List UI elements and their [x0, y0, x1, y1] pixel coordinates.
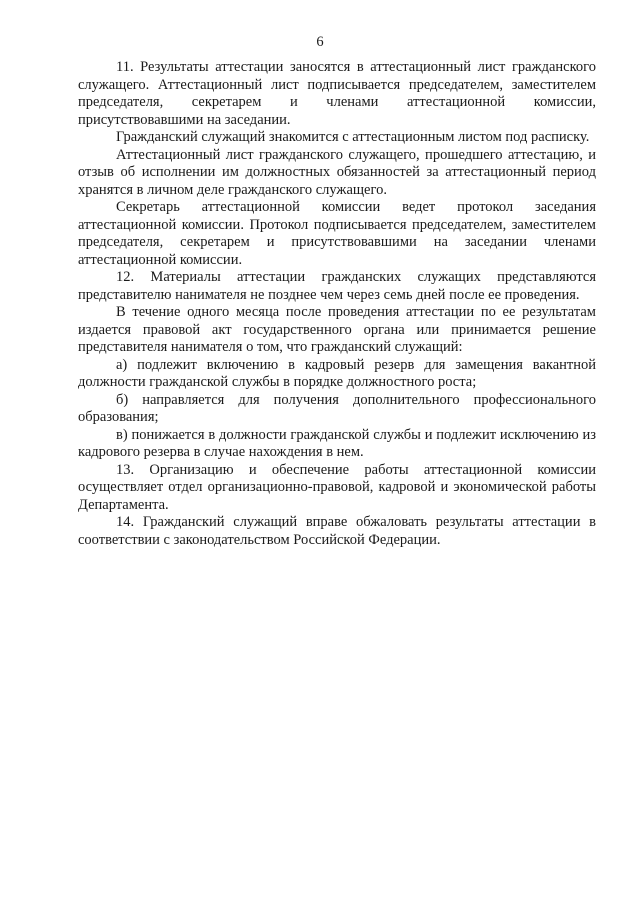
paragraph-storage: Аттестационный лист гражданского служащего, прошедшего аттестацию, и отзыв об исполнении им должностных обязанностей за аттестационный период хранятся в личном деле гражданского служащего. — [78, 146, 596, 198]
paragraph-12-materials: 12. Материалы аттестации гражданских служащих представляются представителю нанимателя не позднее чем через семь дней после ее проведения. — [78, 269, 596, 303]
list-item-v: в) понижается в должности гражданской службы и подлежит исключению из кадрового резерва в случае нахождения в нем. — [78, 426, 596, 460]
paragraph-acquaintance: Гражданский служащий знакомится с аттестационным листом под расписку. — [116, 129, 590, 145]
list-item-b: б) направляется для получения дополнительного профессионального образования; — [78, 391, 596, 425]
list-item-a: а) подлежит включению в кадровый резерв для замещения вакантной должности гражданской службы в порядке должностного роста; — [78, 356, 596, 390]
paragraph-11-results: 11. Результаты аттестации заносятся в аттестационный лист гражданского служащего. Аттестационный лист подписывается председателем, заместителем председателя, секретарем и членами аттестационной комиссии, присутствовавшими на заседании. — [78, 59, 596, 128]
paragraph-13-organization: 13. Организацию и обеспечение работы аттестационной комиссии осуществляет отдел организационно-правовой, кадровой и экономической работы Департамента. — [78, 461, 596, 513]
page-number: 6 — [316, 34, 324, 50]
paragraph-14-appeal: 14. Гражданский служащий вправе обжаловать результаты аттестации в соответствии с законодательством Российской Федерации. — [78, 514, 596, 548]
paragraph-secretary-protocol: Секретарь аттестационной комиссии ведет протокол заседания аттестационной комиссии. Протокол подписывается председателем, заместителем председателя, секретарем и присутствовавшими на заседании членами аттестационной комиссии. — [78, 199, 596, 268]
document-body — [78, 59, 596, 549]
paragraph-legal-act: В течение одного месяца после проведения аттестации по ее результатам издается правовой акт государственного органа или принимается решение представителя нанимателя о том, что гражданский служащий: — [78, 304, 596, 355]
